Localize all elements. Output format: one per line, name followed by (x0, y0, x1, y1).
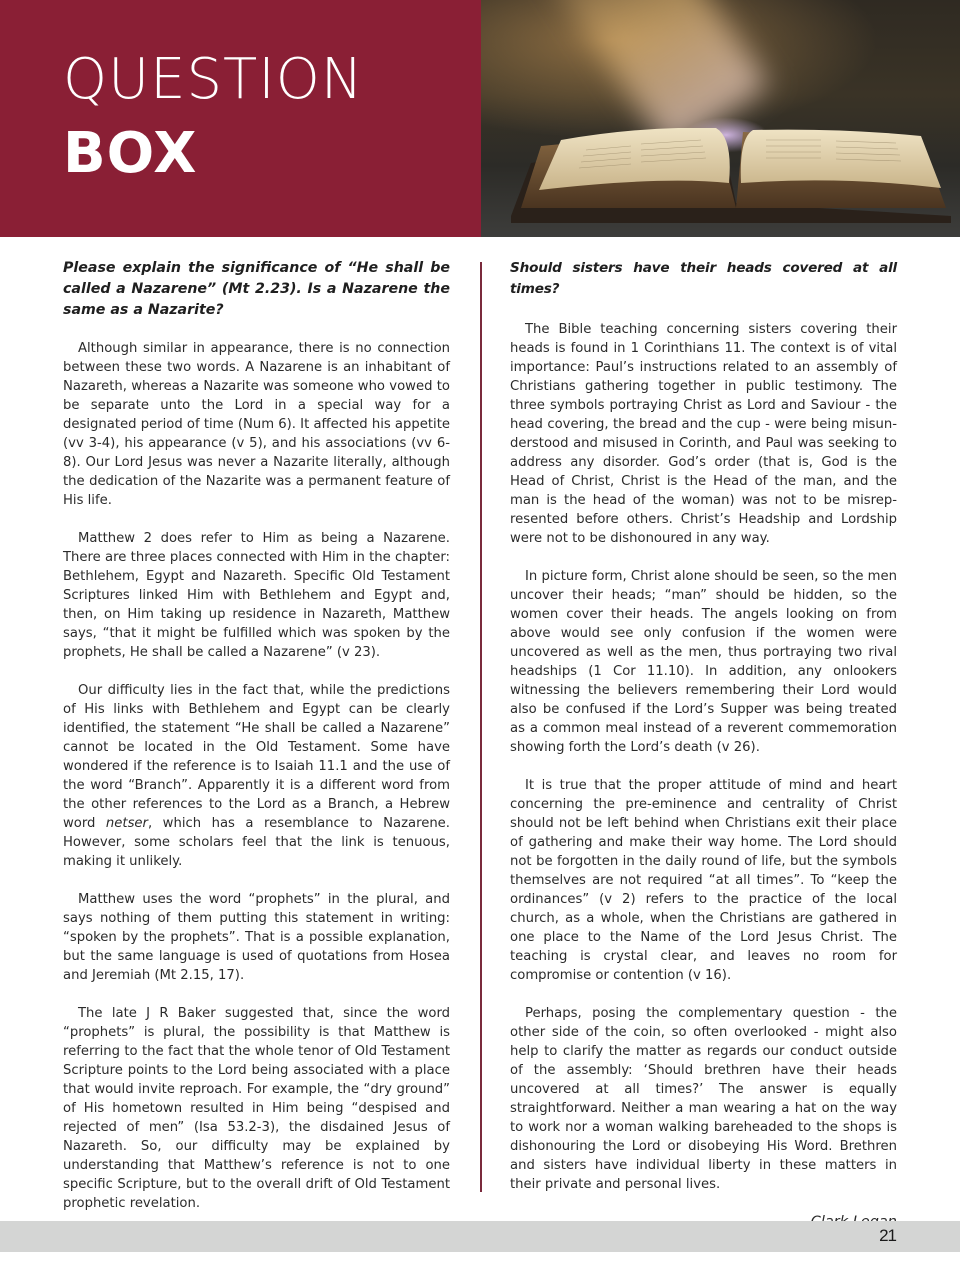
right-column-article (510, 258, 897, 1232)
column-divider (480, 262, 482, 1192)
page-header (0, 0, 960, 237)
paragraph-text: Our difficulty lies in the fact that, while the predictions of His links with Bethlehem and Egypt can be clearly identified, the statement “He shall be called a Nazarene” cannot be located in the Old Testament. Some have wondered if the reference is to Isaiah 11.1 and the use of the word “Branch”. Apparently it is a different word from the other references to the Lord as a Branch, a Hebrew word (63, 683, 450, 831)
answer-paragraph: Matthew 2 does refer to Him as being a Nazarene. There are three places connected with Him in the chapter: Bethlehem, Egypt and Nazareth. Specific Old Testament Scriptures linked Him with Bethlehem and Egypt and, then, on Him taking up residence in Nazareth, Matthew says, “that it might be fulfilled which was spoken by the prophets, He shall be called a Nazarene” (v 23). (63, 531, 450, 660)
question-head-covering: Should sisters have their heads covered at all times? (510, 260, 897, 297)
question-nazarene: Please explain the significance of “He shall be called a Nazarene” (Mt 2.23). Is a Nazarene the same as a Nazarite? (63, 260, 450, 318)
page-footer (0, 1221, 960, 1252)
answer-paragraph: It is true that the proper attitude of mind and heart concerning the pre-eminence and centrality of Christ should not be left behind when Christians exit their place of gathering and make their way home. The Lord should not be forgotten in the daily round of life, but the symbols themselves are not required “at all times”. To “keep the ordinances” (v 2) refers to the practice of the local church, as a whole, when the Christians are gathered in one place to the Name of the Lord Jesus Christ. The teaching is crystal clear, and leaves no room for compromise or contention (v 16). (510, 778, 897, 983)
page-number: 21 (879, 1226, 896, 1245)
hebrew-word: netser (105, 816, 148, 831)
answer-paragraph: The late J R Baker suggested that, since the word “prophets” is plural, the possibility is that Matthew is referring to the fact that the whole tenor of Old Testament Scripture points to the Lord being associated with a place that would invite reproach. For example, the “dry ground” of His hometown resulted in Him being “despised and rejected of men” (Isa 53.2-3), the disdained Jesus of Nazareth. So, our difficulty may be explained by understanding that Matthew’s reference is not to one specific Scripture, but to the overall drift of Old Testament prophetic revelation. (63, 1006, 450, 1211)
answer-paragraph (63, 681, 450, 871)
answer-paragraph: Perhaps, posing the complementary question - the other side of the coin, so often overlooked - might also help to clarify the matter as regards our conduct outside of the assembly: ‘Should brethren have their heads uncovered at all times?’ The answer is equally straightforward. Neither a man wearing a hat on the way to work nor a woman walking bareheaded to the shops is dishonouring the Lord or disobeying His Word. Brethren and sisters have individual liberty in these matters in their private and personal lives. (510, 1006, 897, 1192)
open-book-image (511, 128, 951, 223)
title-block (0, 0, 481, 237)
paragraph-text: , which has a resemblance to Nazarene. However, some scholars feel that the link is tenuous, making it unlikely. (63, 816, 450, 869)
left-column-article (63, 258, 450, 1251)
answer-paragraph: In picture form, Christ alone should be seen, so the men uncover their heads; “man” should be hidden, so the women cover their heads. The angels looking on from above would see only confusion if the women were uncovered as well as the men, thus portraying two rival headships (1 Cor 11.10). In addition, any onlookers witnessing the believers remembering their Lord would also be confused if the Lord’s Supper was being treated as a common meal instead of a reverent commemoration showing forth the Lord’s death (v 26). (510, 569, 897, 755)
answer-paragraph: Matthew uses the word “prophets” in the plural, and says nothing of them putting this statement in writing: “spoken by the prophets”. That is a possible explanation, but the same language is used of quotations from Hosea and Jeremiah (Mt 2.15, 17). (63, 892, 450, 983)
answer-paragraph: The Bible teaching concerning sisters covering their heads is found in 1 Corinthians 11. The context is of vital importance: Paul’s instructions related to an assembly of Christians gathering together in public testimony. The three symbols portraying Christ as Lord and Saviour - the head covering, the bread and the cup - were being misunderstood and misused in Corinth, and Paul was seeking to address any disorder. God’s order (that is, God is the Head of Christ, Christ is the Head of the man, and the man is the head of the woman) was not to be misrepresented before others. Christ’s Headship and Lordship were not to be dishonoured in any way. (510, 322, 897, 546)
answer-paragraph: Although similar in appearance, there is no connection between these two words. A Nazarene is an inhabitant of Nazareth, whereas a Nazarite was someone who vowed to be separate unto the Lord in a special way for a designated period of time (Num 6). It affected his appetite (vv 3-4), his appearance (v 5), and his associations (vv 6-8). Our Lord Jesus was never a Nazarite literally, although the dedication of the Nazarite was a permanent feature of His life. (63, 341, 450, 508)
bible-photo (481, 0, 960, 237)
title-question: QUESTION (63, 47, 364, 112)
title-box: BOX (63, 121, 198, 186)
